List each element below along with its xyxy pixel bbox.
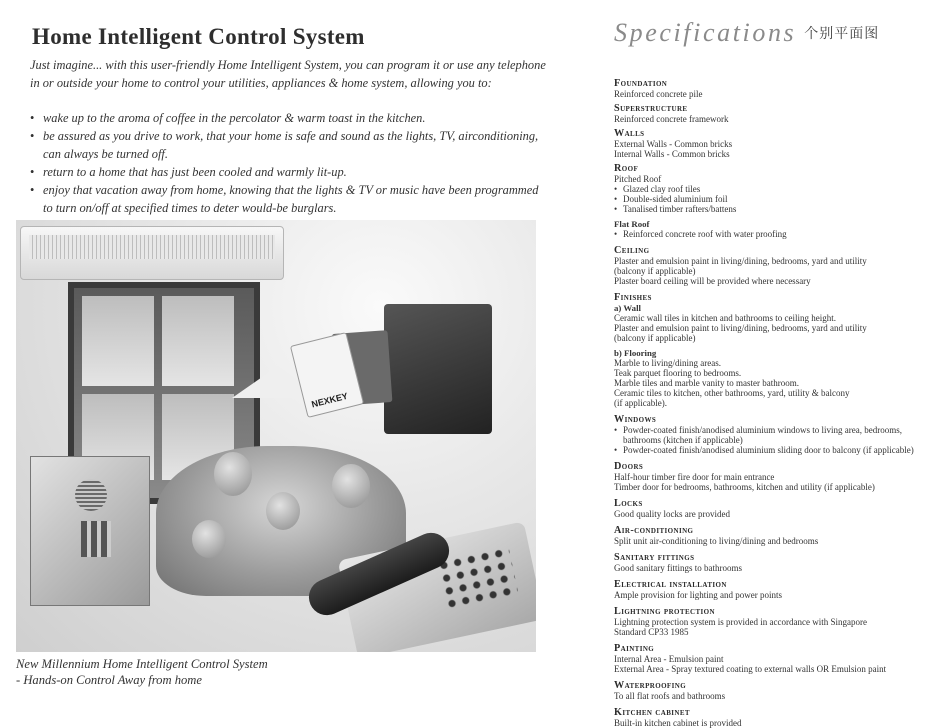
- spec-heading: Waterproofing: [614, 680, 687, 691]
- spec-subheading: a) Wall: [614, 303, 641, 313]
- specifications-list: [614, 78, 939, 728]
- keypad-icon: [81, 521, 111, 557]
- spec-heading: Air-conditioning: [614, 525, 694, 536]
- spec-sanitary-fittings: [614, 552, 939, 573]
- keycard-brand: NEXKEY: [310, 390, 349, 410]
- spec-line: Built-in kitchen cabinet is provided: [614, 718, 742, 728]
- benefits-list: [30, 109, 550, 217]
- spec-line: Marble tiles and marble vanity to master bathroom.: [614, 378, 799, 388]
- spec-line: Teak parquet flooring to bedrooms.: [614, 368, 742, 378]
- specifications-title: [614, 18, 879, 48]
- spec-roof: [614, 163, 939, 239]
- spec-subheading: b) Flooring: [614, 348, 657, 358]
- spec-heading: Lightning protection: [614, 606, 715, 617]
- spec-heading: Doors: [614, 461, 644, 472]
- spec-line: Lightning protection system is provided in accordance with Singapore: [614, 617, 867, 627]
- spec-line: Split unit air-conditioning to living/dining and bedrooms: [614, 536, 819, 546]
- air-conditioner-illustration: [20, 226, 284, 280]
- intro-paragraph: Just imagine... with this user-friendly Home Intelligent System, you can program it or use any telephone in or outside your home to control your utilities, appliances & home system, allowing you to:: [30, 58, 546, 90]
- benefit-item: • enjoy that vacation away from home, knowing that the lights & TV or music have been programmed to turn on/off at specified times to deter would-be burglars.: [30, 181, 550, 217]
- spec-line: To all flat roofs and bathrooms: [614, 691, 726, 701]
- spec-line: Standard CP33 1985: [614, 627, 689, 637]
- spec-heading: Walls: [614, 128, 645, 139]
- spec-locks: [614, 498, 939, 519]
- caption-line-2: - Hands-on Control Away from home: [16, 673, 202, 687]
- spec-subheading: Flat Roof: [614, 219, 650, 229]
- spec-line: Reinforced concrete pile: [614, 89, 703, 99]
- spec-line: Plaster board ceiling will be provided where necessary: [614, 276, 811, 286]
- spec-line: External Walls - Common bricks: [614, 139, 733, 149]
- spec-electrical-installation: [614, 579, 939, 600]
- spec-line: Timber door for bedrooms, bathrooms, kitchen and utility (if applicable): [614, 482, 875, 492]
- spec-line: Pitched Roof: [614, 174, 662, 184]
- spec-heading: Painting: [614, 643, 655, 654]
- photo-caption: [16, 656, 556, 688]
- spec-line: Ceramic tiles to kitchen, other bathrooms, yard, utility & balcony: [614, 388, 850, 398]
- spec-bullet: • Tanalised timber rafters/battens: [614, 204, 939, 214]
- spec-line: Ceramic wall tiles in kitchen and bathrooms to ceiling height.: [614, 313, 836, 323]
- spec-heading: Ceiling: [614, 245, 650, 256]
- spec-bullet: • Powder-coated finish/anodised aluminium windows to living area, bedrooms, bathrooms (kitchen if applicable): [614, 425, 939, 445]
- spec-heading: Sanitary fittings: [614, 552, 695, 563]
- spec-line: Plaster and emulsion paint in living/dining, bedrooms, yard and utility: [614, 256, 867, 266]
- spec-line: (if applicable).: [614, 398, 667, 408]
- benefit-item: • wake up to the aroma of coffee in the percolator & warm toast in the kitchen.: [30, 109, 550, 127]
- spec-heading: Finishes: [614, 292, 652, 303]
- family-home-photo: [16, 220, 536, 652]
- spec-bullet: • Powder-coated finish/anodised aluminium sliding door to balcony (if applicable): [614, 445, 939, 455]
- spec-line: Half-hour timber fire door for main entrance: [614, 472, 775, 482]
- spec-heading: Locks: [614, 498, 643, 509]
- spec-line: (balcony if applicable): [614, 333, 696, 343]
- specifications-title-text: Specifications: [614, 18, 797, 47]
- spec-line: Internal Area - Emulsion paint: [614, 654, 724, 664]
- caption-line-1: New Millennium Home Intelligent Control System: [16, 657, 268, 671]
- spec-line: Plaster and emulsion paint to living/dining, bedrooms, yard and utility: [614, 323, 867, 333]
- spec-doors: [614, 461, 939, 492]
- spec-foundation: [614, 78, 939, 99]
- spec-line: Marble to living/dining areas.: [614, 358, 721, 368]
- intercom-panel-illustration: [30, 456, 150, 606]
- spec-heading: Foundation: [614, 78, 668, 89]
- spec-heading: Kitchen cabinet: [614, 707, 690, 718]
- spec-line: Good sanitary fittings to bathrooms: [614, 563, 742, 573]
- page-title: Home Intelligent Control System: [32, 24, 365, 49]
- spec-finishes: [614, 292, 939, 408]
- right-page: [560, 0, 943, 728]
- spec-windows: [614, 414, 939, 455]
- spec-waterproofing: [614, 680, 939, 701]
- speaker-icon: [75, 479, 107, 511]
- specifications-title-cn: 个别平面图: [804, 26, 880, 42]
- spec-kitchen-cabinet: [614, 707, 939, 728]
- spec-line: Ample provision for lighting and power points: [614, 590, 782, 600]
- spec-heading: Windows: [614, 414, 657, 425]
- benefit-item: • return to a home that has just been cooled and warmly lit-up.: [30, 163, 550, 181]
- spec-painting: [614, 643, 939, 674]
- spec-line: External Area - Spray textured coating to external walls OR Emulsion paint: [614, 664, 887, 674]
- spec-heading: Superstructure: [614, 103, 688, 114]
- spec-line: Reinforced concrete framework: [614, 114, 729, 124]
- spec-air-conditioning: [614, 525, 939, 546]
- spec-bullet: • Double-sided aluminium foil: [614, 194, 939, 204]
- spec-heading: Roof: [614, 163, 639, 174]
- spec-bullet: • Glazed clay roof tiles: [614, 184, 939, 194]
- benefit-item: • be assured as you drive to work, that your home is safe and sound as the lights, TV, airconditioning, can always be turned off.: [30, 127, 550, 163]
- spec-lightning-protection: [614, 606, 939, 637]
- spec-walls: [614, 128, 939, 159]
- spec-bullet: • Reinforced concrete roof with water proofing: [614, 229, 939, 239]
- spec-line: (balcony if applicable): [614, 266, 696, 276]
- spec-line: Good quality locks are provided: [614, 509, 730, 519]
- spec-superstructure: [614, 103, 939, 124]
- spec-ceiling: [614, 245, 939, 286]
- spec-line: Internal Walls - Common bricks: [614, 149, 730, 159]
- keycards-illustration: [298, 332, 388, 408]
- spec-heading: Electrical installation: [614, 579, 727, 590]
- control-panel-illustration: [384, 304, 492, 434]
